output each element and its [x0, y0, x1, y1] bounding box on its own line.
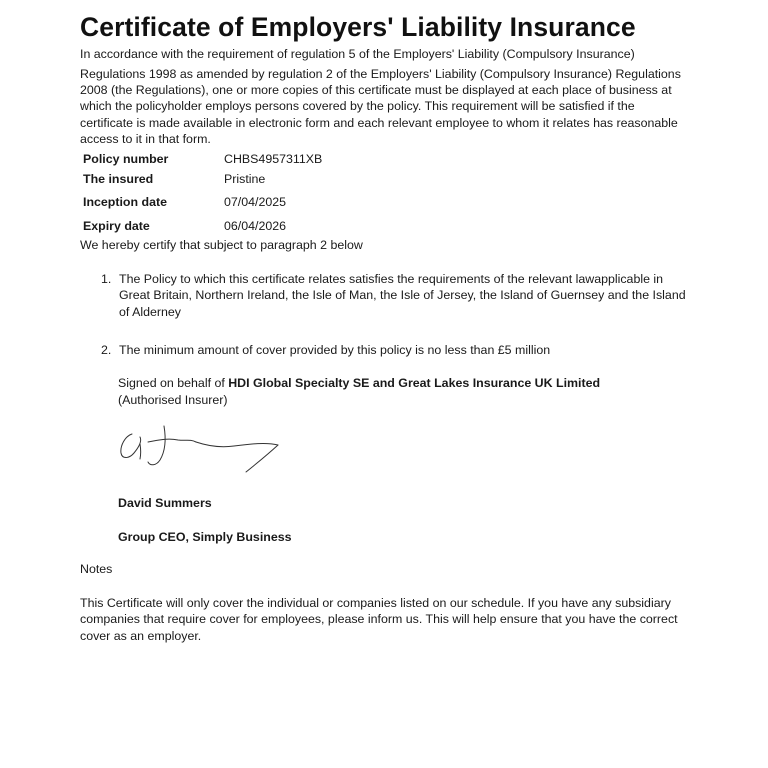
insured-value: Pristine: [224, 172, 266, 186]
condition-number: 2.: [101, 343, 112, 357]
expiry-label: Expiry date: [83, 219, 150, 233]
certify-statement: We hereby certify that subject to paragraph 2 below: [80, 238, 363, 252]
policy-number-label: Policy number: [83, 152, 169, 166]
condition-text: The Policy to which this certificate relates satisfies the requirements of the relevant lawapplicable in Great Britain, Northern Ireland, the Isle of Man, the Isle of Jersey, the Island of Guernsey and the Island of Alderney: [119, 272, 686, 319]
signed-prefix: Signed on behalf of: [118, 376, 229, 390]
policy-number-value: CHBS4957311XB: [224, 152, 323, 166]
condition-number: 1.: [101, 272, 112, 286]
notes-heading: Notes: [80, 562, 113, 576]
handwritten-signature: [116, 420, 282, 478]
intro-line: In accordance with the requirement of regulation 5 of the Employers' Liability (Compulsory Insurance): [80, 47, 635, 61]
signer-title: Group CEO, Simply Business: [118, 530, 292, 544]
expiry-value: 06/04/2026: [224, 219, 287, 233]
notes-text: This Certificate will only cover the individual or companies listed on our schedule. If you have any subsidiary companies that require cover for employees, please inform us. This will help ensure that you have the correct cover as an employer.: [80, 596, 678, 643]
inception-value: 07/04/2025: [224, 195, 287, 209]
certificate-title: Certificate of Employers' Liability Insurance: [80, 12, 636, 42]
condition-text: The minimum amount of cover provided by this policy is no less than £5 million: [119, 343, 551, 357]
signed-on-behalf: [118, 375, 678, 408]
signer-name: David Summers: [118, 496, 212, 510]
intro-paragraph: Regulations 1998 as amended by regulation 2 of the Employers' Liability (Compulsory Insurance) Regulations 2008 (the Regulations), one or more copies of this certificate must be displayed at each place of business at which the policyholder employs persons covered by the policy. This requirement will be satisfied if the certificate is made available in electronic form and each relevant employee to whom it relates has reasonable access to it in that form.: [80, 67, 681, 146]
inception-label: Inception date: [83, 195, 167, 209]
insurer-name: HDI Global Specialty SE and Great Lakes Insurance UK Limited: [228, 376, 601, 390]
insurer-role: (Authorised Insurer): [118, 392, 228, 407]
insured-label: The insured: [83, 172, 154, 186]
